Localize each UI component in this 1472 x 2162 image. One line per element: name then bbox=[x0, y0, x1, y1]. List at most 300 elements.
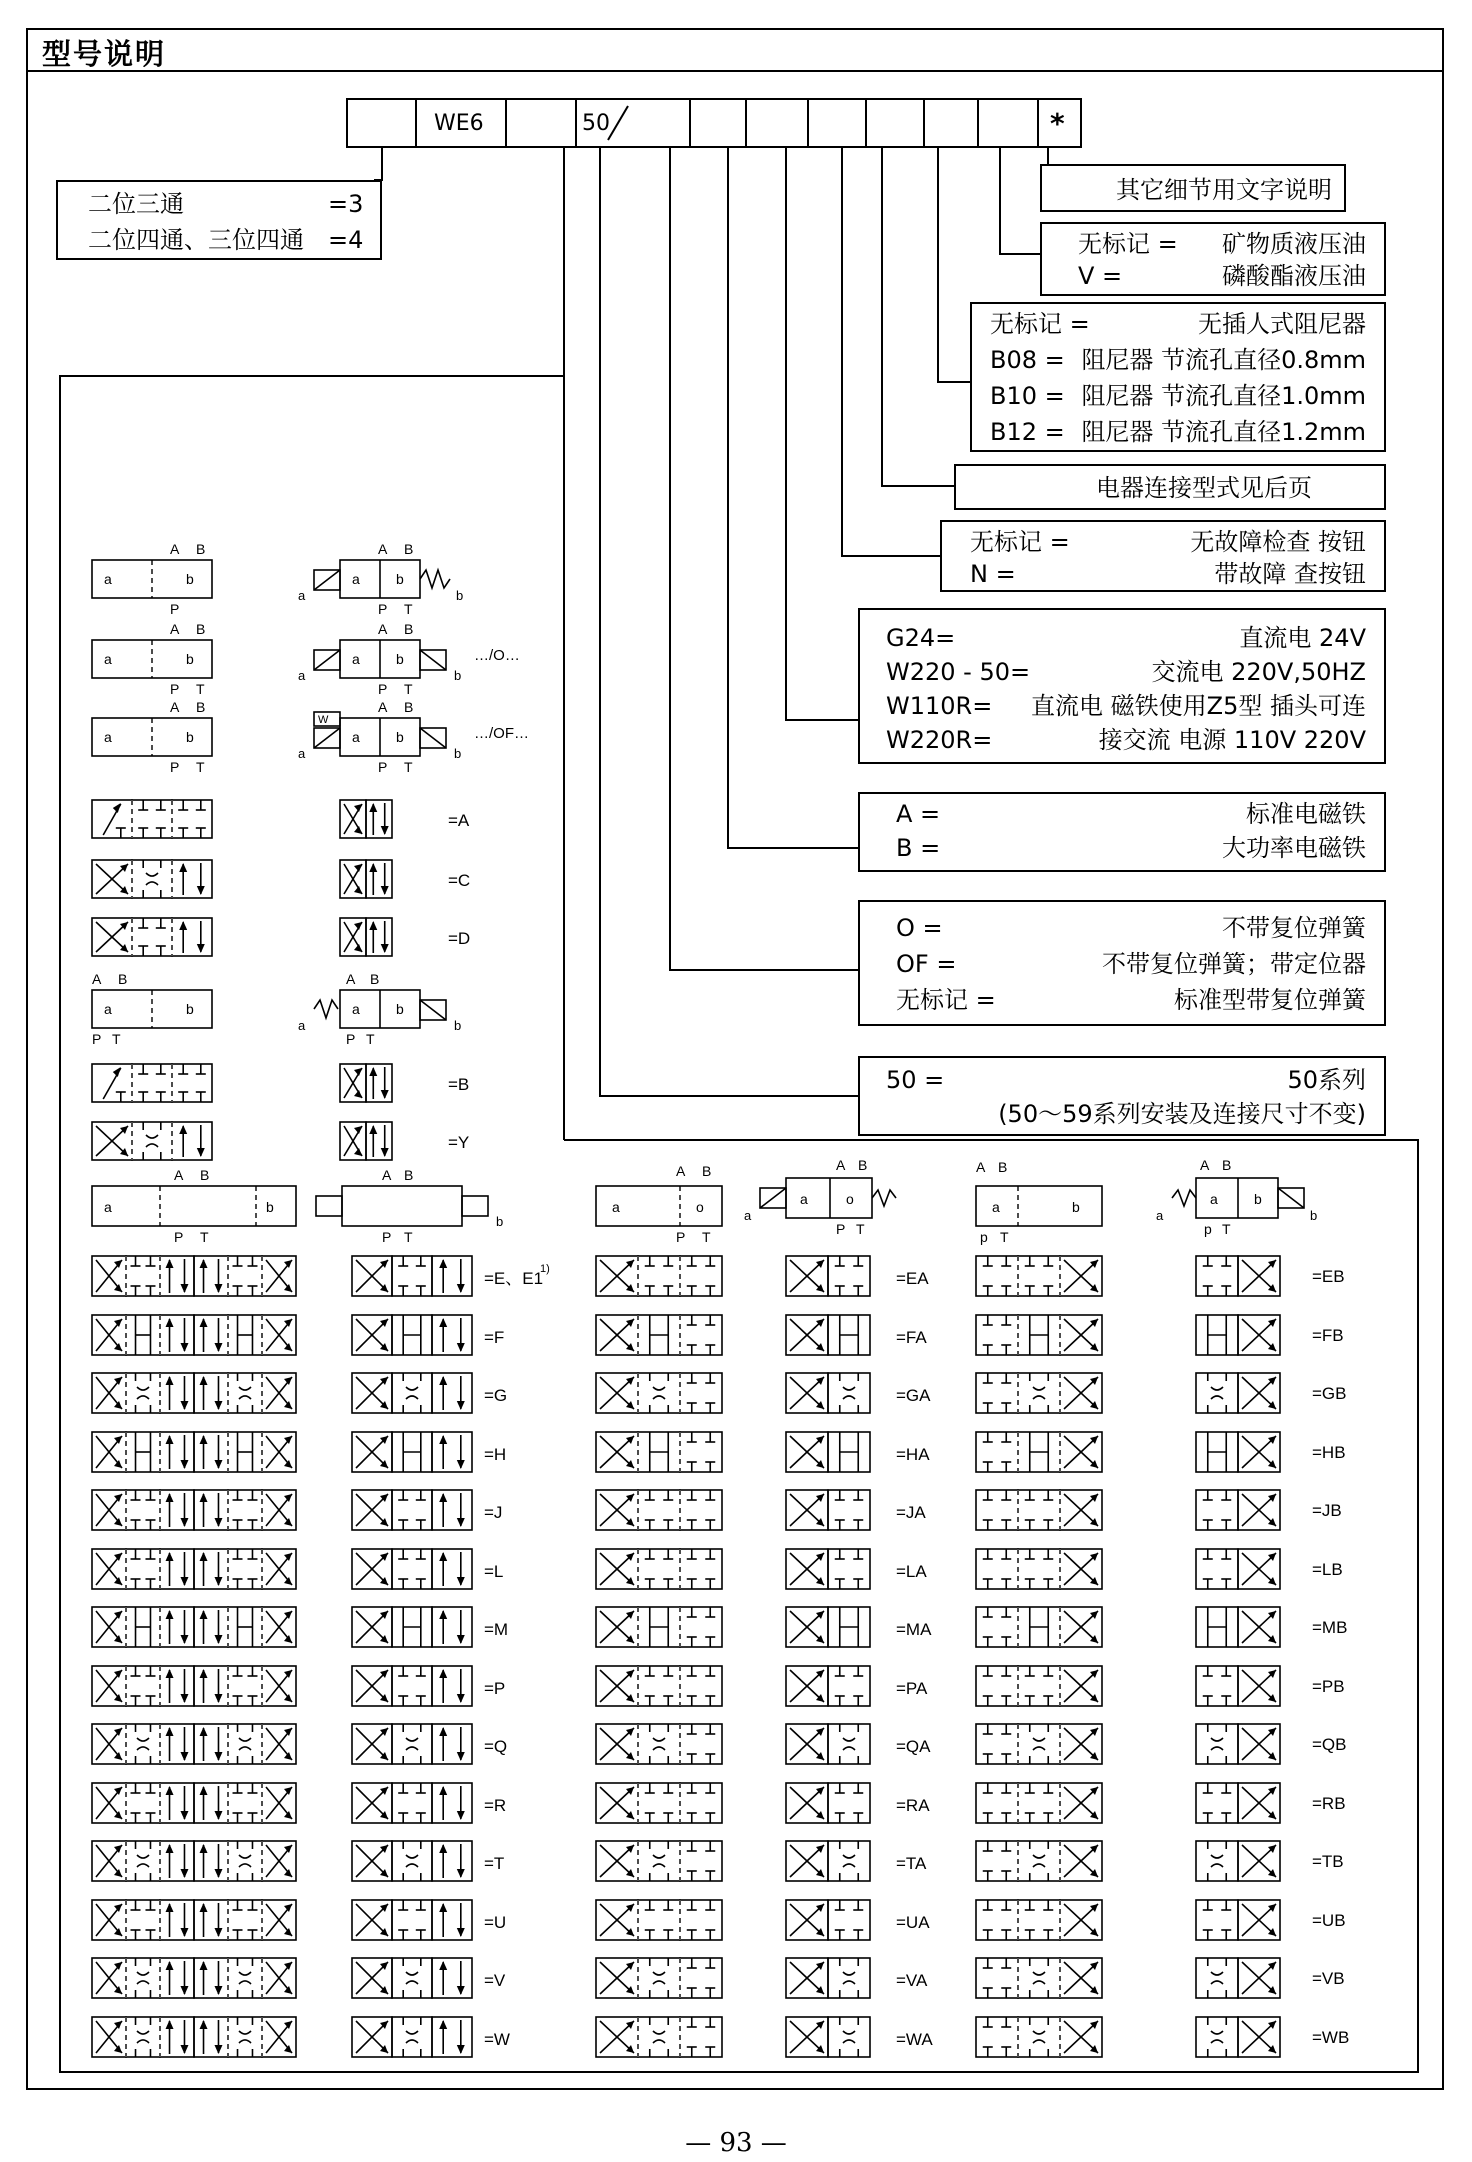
arrow-head bbox=[114, 1401, 122, 1409]
arrow-head bbox=[284, 1986, 292, 1994]
arrow-head bbox=[197, 1148, 205, 1157]
arrow-head bbox=[214, 1577, 222, 1586]
arrow-head bbox=[284, 1401, 292, 1409]
code-=QA: =QA bbox=[896, 1737, 931, 1756]
port-label-A: A bbox=[1200, 1157, 1210, 1173]
code-=UA: =UA bbox=[896, 1913, 930, 1932]
arrow-head bbox=[166, 1844, 174, 1853]
spool-A-8 bbox=[786, 1724, 870, 1764]
spool-square bbox=[126, 1900, 160, 1940]
spool-square bbox=[194, 1783, 228, 1823]
throttle-mark bbox=[406, 1387, 418, 1399]
spool-3pos-13 bbox=[352, 2017, 472, 2057]
port-label-a: a bbox=[104, 571, 112, 587]
upper-code-=D: =D bbox=[448, 929, 471, 948]
spool-square bbox=[132, 800, 172, 838]
port-label-A: A bbox=[170, 621, 180, 637]
spool-square bbox=[392, 1900, 432, 1940]
arrow-head bbox=[166, 1669, 174, 1678]
voltage-row-4-left: W220R= bbox=[886, 726, 993, 754]
throttle-mark bbox=[653, 2031, 665, 2043]
port-label-T: T bbox=[1000, 1229, 1009, 1245]
arrow-head bbox=[284, 1635, 292, 1643]
port-label-p: p bbox=[980, 1229, 988, 1245]
spool-square bbox=[1196, 1549, 1238, 1589]
override-row-1-left: 无标记 = bbox=[970, 528, 1070, 556]
spool-B-left-10 bbox=[976, 1841, 1102, 1881]
arrow-head bbox=[354, 826, 362, 834]
code-=UB: =UB bbox=[1312, 1911, 1346, 1930]
spool-A-1 bbox=[786, 1315, 870, 1355]
spool-square bbox=[1018, 2017, 1060, 2057]
spool-3pos-11 bbox=[352, 1900, 472, 1940]
port-label-a: a bbox=[1156, 1208, 1164, 1223]
arrow-head bbox=[439, 1961, 447, 1970]
throttle-mark bbox=[137, 1972, 149, 1984]
arrow-head bbox=[200, 1903, 208, 1912]
port-label-B: B bbox=[404, 621, 414, 637]
spool-B-13 bbox=[1196, 2017, 1280, 2057]
arrow-head bbox=[439, 1610, 447, 1619]
arrow-head bbox=[381, 886, 389, 895]
spool-square bbox=[132, 1122, 172, 1160]
port-label-b: b bbox=[456, 588, 464, 603]
spool-square bbox=[228, 2017, 262, 2057]
arrow-head bbox=[439, 1259, 447, 1268]
spool-square bbox=[828, 1666, 870, 1706]
arrow-head bbox=[180, 1752, 188, 1761]
throttle-mark bbox=[1211, 1855, 1223, 1867]
port-label-b: b bbox=[1072, 1199, 1080, 1215]
lower-header-a-o bbox=[596, 1163, 722, 1245]
arrow-head bbox=[214, 1928, 222, 1937]
code-=MB: =MB bbox=[1312, 1618, 1348, 1637]
arrow-head bbox=[457, 1518, 465, 1527]
spool-square bbox=[638, 1783, 680, 1823]
spool-square bbox=[392, 1549, 432, 1589]
solenoid-mark bbox=[760, 1188, 786, 1208]
spool-A-4 bbox=[786, 1490, 870, 1530]
port-label-T: T bbox=[702, 1229, 711, 1245]
spool-4way-left-7 bbox=[92, 1666, 194, 1706]
arrow-head bbox=[114, 1635, 122, 1643]
spool-square bbox=[194, 1607, 228, 1647]
spool-B-left-1 bbox=[976, 1315, 1102, 1355]
throttle-mark bbox=[137, 1387, 149, 1399]
valve-body bbox=[1196, 1178, 1278, 1218]
spool-4way-left-12 bbox=[92, 1958, 194, 1998]
throttle-mark bbox=[843, 1738, 855, 1750]
code-=H: =H bbox=[484, 1445, 507, 1464]
arrow-head bbox=[200, 1961, 208, 1970]
port-label-P: P bbox=[378, 759, 388, 775]
arrow-head bbox=[354, 886, 362, 894]
port-label-p: p bbox=[1204, 1221, 1212, 1237]
spool-square bbox=[392, 1841, 432, 1881]
port-label-a: a bbox=[352, 729, 360, 745]
spool-square bbox=[160, 1373, 194, 1413]
arrow-head bbox=[180, 1635, 188, 1644]
spring bbox=[314, 1000, 338, 1018]
port-label-b: b bbox=[396, 729, 404, 745]
arrow-head bbox=[457, 1401, 465, 1410]
arrow-head bbox=[457, 1343, 465, 1352]
arrow-head bbox=[214, 1986, 222, 1995]
arrow-head bbox=[114, 1928, 122, 1936]
spool-square bbox=[160, 1432, 194, 1472]
connector-text: 电器连接型式见后页 bbox=[1096, 474, 1312, 502]
upper-spool-row-1-right bbox=[340, 860, 392, 898]
spool-A-5 bbox=[786, 1549, 870, 1589]
port-label-b: b bbox=[1254, 1191, 1262, 1207]
option-detail-text: 其它细节用文字说明 bbox=[1116, 176, 1332, 204]
arrow-head bbox=[381, 826, 389, 835]
spool-square bbox=[432, 1900, 472, 1940]
spool-B-3 bbox=[1196, 1432, 1280, 1472]
spool-square bbox=[828, 1256, 870, 1296]
spool-4way-left-13 bbox=[92, 2017, 194, 2057]
spool-square bbox=[1196, 1724, 1238, 1764]
spool-B-2 bbox=[1196, 1373, 1280, 1413]
ways-label-4: 二位四通、三位四通 bbox=[88, 226, 304, 254]
spool-square bbox=[680, 2017, 722, 2057]
solenoid bbox=[462, 1196, 488, 1216]
code-=HA: =HA bbox=[896, 1445, 930, 1464]
spool-square bbox=[1196, 1958, 1238, 1998]
suffix-label: …/OF… bbox=[474, 725, 529, 742]
port-label-a: a bbox=[104, 729, 112, 745]
spool-square bbox=[160, 1549, 194, 1589]
series-row-1-left: 50 = bbox=[886, 1066, 945, 1094]
arrow-head bbox=[200, 1844, 208, 1853]
arrow-head bbox=[284, 1869, 292, 1877]
port-label-b: b bbox=[186, 651, 194, 667]
arrow-head bbox=[200, 1552, 208, 1561]
arrow-head bbox=[200, 1318, 208, 1327]
arrow-head bbox=[114, 1962, 122, 1970]
spool-square bbox=[126, 1783, 160, 1823]
arrow-head bbox=[166, 1961, 174, 1970]
spool-square bbox=[194, 1900, 228, 1940]
ways-value-4: =4 bbox=[328, 226, 364, 254]
spool-B-11 bbox=[1196, 1900, 1280, 1940]
code-=RA: =RA bbox=[896, 1796, 930, 1815]
solenoid-mark bbox=[314, 570, 340, 590]
spool-square bbox=[432, 1549, 472, 1589]
arrow-head bbox=[197, 944, 205, 953]
port-label-b: b bbox=[496, 1214, 504, 1229]
spool-B-12 bbox=[1196, 1958, 1280, 1998]
arrow-head bbox=[457, 1811, 465, 1820]
solenoid-mark bbox=[314, 728, 340, 748]
spool-square bbox=[432, 1958, 472, 1998]
spool-square bbox=[194, 1549, 228, 1589]
arrow-head bbox=[457, 2045, 465, 2054]
spool-square bbox=[1018, 1490, 1060, 1530]
arrow-head bbox=[457, 1694, 465, 1703]
spool-square bbox=[228, 1841, 262, 1881]
solenoid-mark bbox=[314, 650, 340, 670]
throttle-mark bbox=[1211, 1387, 1223, 1399]
arrow-head bbox=[200, 1610, 208, 1619]
spool-A-left-11 bbox=[596, 1900, 722, 1940]
port-label-A: A bbox=[346, 971, 356, 987]
spool-A-left-5 bbox=[596, 1549, 722, 1589]
spool-square bbox=[638, 2017, 680, 2057]
arrow-head bbox=[354, 864, 362, 872]
spool-3pos-2 bbox=[352, 1373, 472, 1413]
spool-square bbox=[976, 1373, 1018, 1413]
spool-square bbox=[126, 1666, 160, 1706]
arrow-head bbox=[180, 1811, 188, 1820]
solenoid-row-1-right: 标准电磁铁 bbox=[1246, 800, 1366, 828]
arrow-head bbox=[284, 1494, 292, 1502]
spool-square bbox=[1018, 1724, 1060, 1764]
spool-B-left-4 bbox=[976, 1490, 1102, 1530]
code-=P: =P bbox=[484, 1679, 506, 1698]
arrow-head bbox=[180, 1460, 188, 1469]
throttle-mark bbox=[239, 2031, 251, 2043]
orifice-row-1-right: 无插人式阻尼器 bbox=[1198, 310, 1366, 338]
spool-4way-right-10 bbox=[194, 1841, 296, 1881]
spool-square bbox=[1018, 1256, 1060, 1296]
arrow-head bbox=[284, 1694, 292, 1702]
spool-square bbox=[172, 800, 212, 838]
voltage-row-1-right: 直流电 24V bbox=[1239, 624, 1366, 652]
port-label-T: T bbox=[196, 681, 205, 697]
throttle-mark bbox=[137, 1855, 149, 1867]
upper-right-symbol-1 bbox=[298, 621, 520, 697]
spool-B-left-7 bbox=[976, 1666, 1102, 1706]
port-label-b: b bbox=[396, 1001, 404, 1017]
spool-square bbox=[976, 1256, 1018, 1296]
spool-4way-left-6 bbox=[92, 1607, 194, 1647]
fluid-row-1-right: 矿物质液压油 bbox=[1222, 230, 1366, 258]
spool-B-4 bbox=[1196, 1490, 1280, 1530]
throttle-mark bbox=[653, 1855, 665, 1867]
arrow-head bbox=[200, 1259, 208, 1268]
spool-3pos-5 bbox=[352, 1549, 472, 1589]
spool-square bbox=[432, 1841, 472, 1881]
spool-square bbox=[126, 1256, 160, 1296]
spool-4way-right-6 bbox=[194, 1607, 296, 1647]
throttle-mark bbox=[406, 1972, 418, 1984]
spool-square bbox=[828, 1958, 870, 1998]
arrow-head bbox=[114, 1343, 122, 1351]
spool-square bbox=[976, 1607, 1018, 1647]
spool-square bbox=[432, 1783, 472, 1823]
arrow-head bbox=[214, 1752, 222, 1761]
throttle-mark bbox=[1033, 1855, 1045, 1867]
spool-A-left-4 bbox=[596, 1490, 722, 1530]
orifice-row-2-left: B08 = bbox=[990, 346, 1065, 374]
spool-square bbox=[228, 1666, 262, 1706]
arrow-head bbox=[166, 1318, 174, 1327]
port-label-T: T bbox=[404, 601, 413, 617]
port-label-P: P bbox=[170, 681, 180, 697]
spool-square bbox=[126, 1373, 160, 1413]
arrow-head bbox=[369, 1067, 377, 1076]
spool-B-left-12 bbox=[976, 1958, 1102, 1998]
spool-square bbox=[194, 1490, 228, 1530]
arrow-head bbox=[284, 1553, 292, 1561]
arrow-head bbox=[284, 1377, 292, 1385]
port-label-a: a bbox=[992, 1199, 1000, 1215]
arrow-head bbox=[284, 1611, 292, 1619]
spool-square bbox=[638, 1900, 680, 1940]
spool-square bbox=[126, 1841, 160, 1881]
throttle-mark bbox=[1211, 1738, 1223, 1750]
spool-square bbox=[132, 860, 172, 898]
spool-square bbox=[638, 1549, 680, 1589]
spool-A-left-10 bbox=[596, 1841, 722, 1881]
spool-square bbox=[432, 1256, 472, 1296]
spool-B-left-5 bbox=[976, 1549, 1102, 1589]
spool-square bbox=[432, 1607, 472, 1647]
spool-square bbox=[1018, 1549, 1060, 1589]
arrow-head bbox=[284, 2045, 292, 2053]
arrow-head bbox=[114, 1611, 122, 1619]
spool-B-left-6 bbox=[976, 1607, 1102, 1647]
fluid-row-1-left: 无标记 = bbox=[1078, 230, 1178, 258]
spool-square bbox=[160, 1783, 194, 1823]
port-label-A: A bbox=[378, 541, 388, 557]
spring-row-2-right: 不带复位弹簧；带定位器 bbox=[1102, 950, 1366, 978]
spool-square bbox=[392, 1666, 432, 1706]
spool-square bbox=[680, 1256, 722, 1296]
upper-right-symbol-2 bbox=[298, 699, 529, 775]
spool-square bbox=[172, 918, 212, 956]
spool-4way-left-9 bbox=[92, 1783, 194, 1823]
arrow-head bbox=[284, 2021, 292, 2029]
port-label-A: A bbox=[170, 541, 180, 557]
spool-square bbox=[366, 1122, 392, 1160]
arrow-head bbox=[457, 1986, 465, 1995]
throttle-mark bbox=[1033, 1738, 1045, 1750]
port-label-b: b bbox=[186, 571, 194, 587]
spool-B-8 bbox=[1196, 1724, 1280, 1764]
spool-square bbox=[432, 1432, 472, 1472]
port-label-a: a bbox=[104, 651, 112, 667]
spool-B-left-9 bbox=[976, 1783, 1102, 1823]
spool-square bbox=[828, 1900, 870, 1940]
spool-square bbox=[160, 1607, 194, 1647]
port-label-a: a bbox=[104, 1199, 112, 1215]
arrow-head bbox=[114, 1869, 122, 1877]
orifice-row-2-right: 阻尼器 节流孔直径0.8mm bbox=[1081, 346, 1366, 374]
port-label-a: a bbox=[298, 746, 306, 761]
spool-square bbox=[1018, 1666, 1060, 1706]
code-=HB: =HB bbox=[1312, 1443, 1346, 1462]
spool-square bbox=[680, 1432, 722, 1472]
spool-4way-right-4 bbox=[194, 1490, 296, 1530]
port-label-B: B bbox=[196, 621, 206, 637]
spool-A-left-6 bbox=[596, 1607, 722, 1647]
port-label-B: B bbox=[196, 541, 206, 557]
arrow-head bbox=[354, 922, 362, 930]
arrow-head bbox=[284, 1518, 292, 1526]
arrow-head bbox=[200, 1786, 208, 1795]
arrow-head bbox=[114, 1694, 122, 1702]
spool-square bbox=[366, 800, 392, 838]
arrow-head bbox=[214, 1694, 222, 1703]
upper-spool-row-0-right bbox=[340, 800, 392, 838]
spool-4way-right-3 bbox=[194, 1432, 296, 1472]
arrow-head bbox=[284, 1319, 292, 1327]
port-label-b: b bbox=[454, 1018, 462, 1033]
spool-B-0 bbox=[1196, 1256, 1280, 1296]
arrow-head bbox=[214, 2045, 222, 2054]
override-row-2-right: 带故障 查按钮 bbox=[1214, 560, 1366, 588]
port-label-a: a bbox=[298, 668, 306, 683]
spool-square bbox=[126, 1958, 160, 1998]
spool-3pos-12 bbox=[352, 1958, 472, 1998]
code-=T: =T bbox=[484, 1854, 505, 1873]
port-label-A: A bbox=[382, 1167, 392, 1183]
arrow-head bbox=[166, 1435, 174, 1444]
code-=LA: =LA bbox=[896, 1562, 927, 1581]
code-cell-type: WE6 bbox=[434, 111, 484, 136]
spool-square bbox=[194, 1432, 228, 1472]
fluid-row-2-left: V = bbox=[1078, 262, 1123, 290]
spool-square bbox=[638, 1666, 680, 1706]
spool-4way-right-7 bbox=[194, 1666, 296, 1706]
arrow-head bbox=[284, 1284, 292, 1292]
spool-square bbox=[432, 1724, 472, 1764]
arrow-head bbox=[180, 1518, 188, 1527]
spool-square bbox=[1196, 1666, 1238, 1706]
port-label-B: B bbox=[702, 1163, 712, 1179]
spool-A-12 bbox=[786, 1958, 870, 1998]
solenoid-mark bbox=[420, 728, 446, 748]
port-label-o: o bbox=[696, 1199, 704, 1215]
arrow-head bbox=[457, 1284, 465, 1293]
port-label-a: a bbox=[800, 1191, 808, 1207]
spool-A-13 bbox=[786, 2017, 870, 2057]
spool-3pos-6 bbox=[352, 1607, 472, 1647]
spool-square bbox=[1018, 1783, 1060, 1823]
arrow-head bbox=[381, 1090, 389, 1099]
port-label-B: B bbox=[200, 1167, 210, 1183]
code-cell-series: 50 bbox=[582, 111, 610, 136]
throttle-mark bbox=[843, 1387, 855, 1399]
code-=GB: =GB bbox=[1312, 1384, 1347, 1403]
arrow-head bbox=[439, 1727, 447, 1736]
upper-code-=B: =B bbox=[448, 1075, 470, 1094]
port-label-T: T bbox=[1222, 1221, 1231, 1237]
solenoid-mark bbox=[420, 650, 446, 670]
series-row-1-right: 50系列 bbox=[1287, 1066, 1366, 1094]
spool-square bbox=[680, 1607, 722, 1647]
throttle-mark bbox=[1211, 2031, 1223, 2043]
spool-4way-right-11 bbox=[194, 1900, 296, 1940]
lower-header-sol-a-o bbox=[744, 1157, 896, 1237]
spool-A-10 bbox=[786, 1841, 870, 1881]
spool-A-left-12 bbox=[596, 1958, 722, 1998]
spool-square bbox=[392, 1958, 432, 1998]
port-label-B: B bbox=[404, 1167, 414, 1183]
port-label-P: P bbox=[836, 1221, 846, 1237]
arrow-head bbox=[114, 1518, 122, 1526]
throttle-mark bbox=[843, 2031, 855, 2043]
throttle-mark bbox=[239, 1387, 251, 1399]
arrow-head bbox=[114, 1377, 122, 1385]
spool-A-6 bbox=[786, 1607, 870, 1647]
upper-left-symbol-1 bbox=[92, 621, 212, 697]
arrow-head bbox=[457, 1752, 465, 1761]
code-=JA: =JA bbox=[896, 1503, 926, 1522]
spool-4way-left-10 bbox=[92, 1841, 194, 1881]
